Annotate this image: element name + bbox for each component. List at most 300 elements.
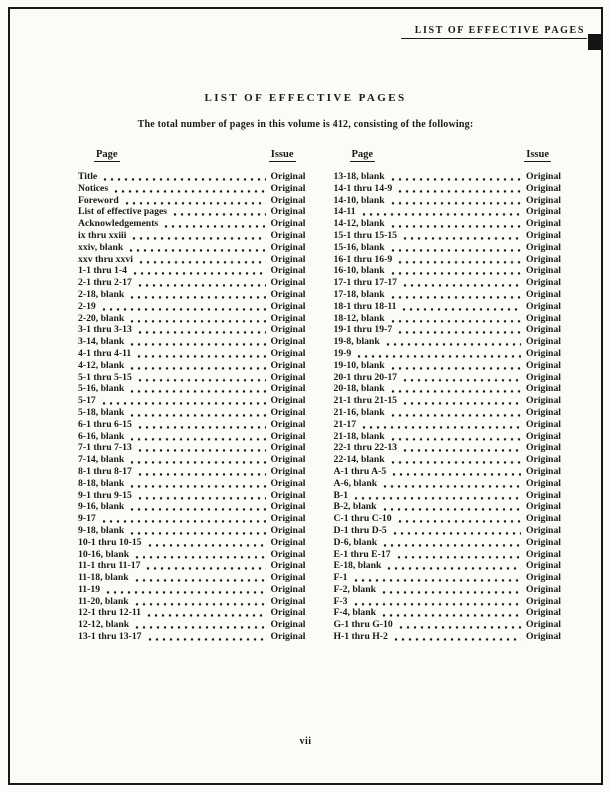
- issue-value: Original: [270, 406, 306, 418]
- page-range: 4-12, blank: [78, 359, 125, 371]
- page-range: 5-16, blank: [78, 383, 125, 395]
- dot-leader: [129, 431, 265, 443]
- issue-value: Original: [270, 288, 306, 300]
- list-item: [78, 596, 306, 608]
- issue-value: Original: [526, 619, 561, 631]
- issue-value: Original: [526, 583, 561, 595]
- issue-value: Original: [526, 347, 561, 359]
- running-header-text: LIST OF EFFECTIVE PAGES: [401, 25, 587, 39]
- dot-leader: [390, 313, 521, 325]
- issue-value: Original: [526, 595, 561, 607]
- dot-leader: [361, 206, 521, 218]
- list-item: [334, 324, 562, 336]
- list-item: [78, 560, 306, 572]
- dot-leader: [136, 348, 265, 360]
- page-title: LIST OF EFFECTIVE PAGES: [204, 92, 407, 104]
- issue-value: Original: [270, 583, 306, 595]
- list-item: [334, 442, 562, 454]
- list-item: [78, 478, 306, 490]
- dot-leader: [397, 324, 521, 336]
- page-border: [8, 7, 603, 785]
- dot-leader: [147, 537, 266, 549]
- page-range: 15-1 thru 15-15: [333, 229, 398, 241]
- issue-value: Original: [270, 442, 306, 454]
- dot-leader: [390, 218, 521, 230]
- page-range: 18-12, blank: [333, 312, 385, 324]
- page-range: F-2, blank: [333, 583, 377, 595]
- list-item: [334, 265, 562, 277]
- issue-value: Original: [526, 312, 561, 324]
- issue-value: Original: [270, 607, 306, 619]
- page-range: 11-20, blank: [78, 595, 129, 607]
- dot-leader: [397, 254, 521, 266]
- list-item: [334, 230, 562, 242]
- dot-leader: [129, 336, 265, 348]
- dot-leader: [138, 254, 266, 266]
- page-range: 9-16, blank: [78, 501, 125, 513]
- list-item: [334, 454, 562, 466]
- dot-leader: [132, 265, 266, 277]
- dot-leader: [390, 360, 521, 372]
- issue-value: Original: [270, 277, 306, 289]
- issue-value: Original: [526, 395, 561, 407]
- issue-value: Original: [270, 548, 306, 560]
- list-item: [78, 242, 306, 254]
- issue-column-header: Issue: [526, 149, 549, 160]
- list-item: [78, 419, 306, 431]
- page-range: 11-19: [78, 583, 101, 595]
- page-range: B-2, blank: [333, 501, 377, 513]
- issue-value: Original: [526, 229, 561, 241]
- issue-value: Original: [270, 524, 306, 536]
- issue-value: Original: [526, 536, 561, 548]
- page-range: 6-16, blank: [78, 430, 125, 442]
- list-item: [78, 607, 306, 619]
- issue-value: Original: [526, 241, 561, 253]
- page-range: 17-18, blank: [333, 288, 385, 300]
- page-range: 19-9: [333, 347, 352, 359]
- issue-value: Original: [270, 229, 306, 241]
- dot-leader: [146, 607, 266, 619]
- dot-leader: [129, 360, 265, 372]
- list-item: [78, 525, 306, 537]
- page-range: 16-10, blank: [333, 265, 385, 277]
- issue-value: Original: [526, 477, 561, 489]
- list-item: [334, 419, 562, 431]
- list-item: [334, 560, 562, 572]
- issue-value: Original: [270, 300, 306, 312]
- issue-value: Original: [270, 383, 306, 395]
- list-item: [334, 242, 562, 254]
- page-column-header: Page: [351, 149, 374, 160]
- page-range: 9-1 thru 9-15: [78, 489, 132, 501]
- issue-value: Original: [270, 418, 306, 430]
- list-item: [78, 537, 306, 549]
- dot-leader: [134, 596, 266, 608]
- page-range: 11-1 thru 11-17: [78, 560, 141, 572]
- page-range: 20-1 thru 20-17: [333, 371, 398, 383]
- issue-value: Original: [270, 560, 306, 572]
- page-range: 14-12, blank: [333, 218, 385, 230]
- issue-value: Original: [526, 194, 561, 206]
- dot-leader: [113, 183, 265, 195]
- dot-leader: [129, 454, 265, 466]
- dot-leader: [137, 442, 266, 454]
- page-range: 8-1 thru 8-17: [78, 465, 132, 477]
- page-range: D-6, blank: [333, 536, 378, 548]
- dot-leader: [402, 372, 521, 384]
- page-range: 8-18, blank: [78, 477, 125, 489]
- list-item: [334, 277, 562, 289]
- issue-value: Original: [270, 465, 306, 477]
- issue-value: Original: [526, 489, 561, 501]
- dot-leader: [401, 301, 521, 313]
- list-item: [78, 265, 306, 277]
- dot-leader: [137, 372, 266, 384]
- list-item: [334, 537, 562, 549]
- dot-leader: [390, 195, 521, 207]
- list-item: [334, 619, 562, 631]
- issue-value: Original: [526, 300, 561, 312]
- page-range: Notices: [78, 182, 109, 194]
- dot-leader: [129, 289, 265, 301]
- dot-leader: [129, 383, 265, 395]
- list-item: [78, 348, 306, 360]
- dot-leader: [129, 525, 265, 537]
- list-item: [78, 466, 306, 478]
- page-range: G-1 thru G-10: [333, 619, 393, 631]
- list-item: [78, 171, 306, 183]
- issue-value: Original: [270, 631, 306, 643]
- issue-value: Original: [526, 371, 561, 383]
- dot-leader: [356, 348, 521, 360]
- dot-leader: [397, 183, 521, 195]
- page-range: List of effective pages: [78, 206, 168, 218]
- list-item: [78, 313, 306, 325]
- issue-value: Original: [526, 442, 561, 454]
- scan-mark: [588, 34, 603, 50]
- list-item: [334, 313, 562, 325]
- page-range: Foreword: [78, 194, 119, 206]
- list-item: [78, 218, 306, 230]
- right-column: [334, 149, 562, 643]
- issue-value: Original: [526, 560, 561, 572]
- page-range: F-3: [333, 595, 348, 607]
- list-item: [78, 513, 306, 525]
- issue-column-header: Issue: [270, 149, 294, 160]
- page-range: 9-18, blank: [78, 524, 125, 536]
- dot-leader: [392, 525, 521, 537]
- page-range: 4-1 thru 4-11: [78, 347, 132, 359]
- list-item: [78, 336, 306, 348]
- list-item: [334, 584, 562, 596]
- list-item: [334, 572, 562, 584]
- list-item: [78, 195, 306, 207]
- list-item: [78, 324, 306, 336]
- page-range: 2-1 thru 2-17: [78, 277, 132, 289]
- page-range: 20-18, blank: [333, 383, 385, 395]
- page-range: B-1: [333, 489, 349, 501]
- issue-value: Original: [270, 265, 306, 277]
- page-range: 21-18, blank: [333, 430, 385, 442]
- dot-leader: [402, 395, 521, 407]
- page-range: xxv thru xxvi: [78, 253, 133, 265]
- list-item: [334, 407, 562, 419]
- list-item: [78, 383, 306, 395]
- dot-leader: [128, 242, 265, 254]
- dot-leader: [390, 383, 521, 395]
- left-column: [78, 149, 306, 643]
- left-column-rows: [78, 171, 306, 643]
- page-range: 19-10, blank: [333, 359, 385, 371]
- page-range: F-4, blank: [333, 607, 377, 619]
- dot-leader: [390, 242, 521, 254]
- dot-leader: [381, 607, 521, 619]
- dot-leader: [137, 490, 266, 502]
- page-range: 17-1 thru 17-17: [333, 277, 398, 289]
- list-item: [78, 407, 306, 419]
- issue-value: Original: [526, 524, 561, 536]
- dot-leader: [402, 277, 521, 289]
- dot-leader: [105, 584, 265, 596]
- issue-value: Original: [270, 171, 306, 182]
- page-range: 13-1 thru 13-17: [78, 631, 142, 643]
- dot-leader: [129, 478, 265, 490]
- list-item: [334, 395, 562, 407]
- page-range: A-6, blank: [333, 477, 378, 489]
- page-range: A-1 thru A-5: [333, 465, 387, 477]
- page-range: Acknowledgements: [78, 218, 159, 230]
- dot-leader: [402, 442, 521, 454]
- page-range: E-18, blank: [333, 560, 382, 572]
- page-range: 5-18, blank: [78, 406, 125, 418]
- dot-leader: [101, 395, 266, 407]
- issue-value: Original: [526, 418, 561, 430]
- issue-value: Original: [526, 182, 561, 194]
- dot-leader: [137, 324, 266, 336]
- dot-leader: [172, 206, 265, 218]
- issue-value: Original: [270, 395, 306, 407]
- list-item: [78, 360, 306, 372]
- right-column-rows: [334, 171, 562, 643]
- list-item: [334, 501, 562, 513]
- issue-value: Original: [270, 359, 306, 371]
- issue-value: Original: [270, 253, 306, 265]
- list-item: [334, 183, 562, 195]
- dot-leader: [398, 619, 521, 631]
- issue-value: Original: [526, 277, 561, 289]
- page-range: 2-19: [78, 300, 96, 312]
- dot-leader: [361, 419, 521, 431]
- issue-value: Original: [526, 324, 561, 336]
- issue-value: Original: [270, 513, 306, 525]
- list-item: [334, 218, 562, 230]
- page-range: 12-1 thru 12-11: [78, 607, 141, 619]
- list-item: [334, 301, 562, 313]
- dot-leader: [137, 419, 266, 431]
- page-range: 11-18, blank: [78, 572, 129, 584]
- issue-value: Original: [526, 430, 561, 442]
- issue-value: Original: [270, 206, 306, 218]
- issue-value: Original: [526, 288, 561, 300]
- list-item: [78, 206, 306, 218]
- list-item: [334, 607, 562, 619]
- dot-leader: [145, 560, 265, 572]
- issue-value: Original: [270, 347, 306, 359]
- page-range: 2-20, blank: [78, 312, 125, 324]
- dot-leader: [393, 631, 521, 643]
- list-item: [334, 206, 562, 218]
- list-item: [78, 572, 306, 584]
- list-item: [78, 442, 306, 454]
- issue-value: Original: [526, 218, 561, 230]
- page-column-header: Page: [96, 149, 118, 160]
- list-item: [78, 584, 306, 596]
- dot-leader: [137, 466, 266, 478]
- issue-value: Original: [270, 454, 306, 466]
- issue-value: Original: [270, 489, 306, 501]
- issue-value: Original: [526, 359, 561, 371]
- intro-text: The total number of pages in this volume is 412, consisting of the following:: [137, 119, 474, 130]
- issue-value: Original: [526, 501, 561, 513]
- page-range: 1-1 thru 1-4: [78, 265, 127, 277]
- list-item: [334, 171, 562, 183]
- list-item: [78, 301, 306, 313]
- list-item: [78, 490, 306, 502]
- page-range: 10-1 thru 10-15: [78, 536, 142, 548]
- page-range: D-1 thru D-5: [333, 524, 387, 536]
- dot-leader: [101, 301, 266, 313]
- page-range: ix thru xxiii: [78, 229, 127, 241]
- list-item: [334, 478, 562, 490]
- issue-value: Original: [270, 536, 306, 548]
- list-item: [78, 454, 306, 466]
- issue-value: Original: [270, 241, 306, 253]
- issue-value: Original: [270, 194, 306, 206]
- list-item: [334, 596, 562, 608]
- page-range: 5-17: [78, 395, 96, 407]
- issue-value: Original: [526, 513, 561, 525]
- issue-value: Original: [270, 336, 306, 348]
- issue-value: Original: [526, 607, 561, 619]
- dot-leader: [134, 572, 266, 584]
- dot-leader: [102, 171, 265, 183]
- dot-leader: [390, 289, 521, 301]
- list-item: [334, 348, 562, 360]
- page-number: vii: [299, 736, 312, 747]
- dot-leader: [353, 572, 522, 584]
- dot-leader: [390, 431, 521, 443]
- dot-leader: [382, 501, 521, 513]
- list-item: [334, 466, 562, 478]
- dot-leader: [402, 230, 521, 242]
- dot-leader: [386, 560, 521, 572]
- list-item: [334, 431, 562, 443]
- list-item: [78, 431, 306, 443]
- page-range: 19-1 thru 19-7: [333, 324, 393, 336]
- issue-value: Original: [526, 406, 561, 418]
- dot-leader: [137, 277, 266, 289]
- list-item: [334, 525, 562, 537]
- list-item: [334, 372, 562, 384]
- page-range: 12-12, blank: [78, 619, 130, 631]
- list-item: [78, 619, 306, 631]
- dot-leader: [396, 549, 521, 561]
- dot-leader: [129, 501, 265, 513]
- issue-value: Original: [526, 171, 561, 182]
- dot-leader: [124, 195, 266, 207]
- list-item: [334, 513, 562, 525]
- page-range: C-1 thru C-10: [333, 513, 392, 525]
- dot-leader: [391, 466, 521, 478]
- list-item: [78, 254, 306, 266]
- page-range: 21-16, blank: [333, 406, 385, 418]
- page-range: 6-1 thru 6-15: [78, 418, 132, 430]
- page-range: 13-18, blank: [333, 171, 385, 182]
- issue-value: Original: [526, 454, 561, 466]
- page-range: 2-18, blank: [78, 288, 125, 300]
- issue-value: Original: [526, 253, 561, 265]
- list-item: [78, 289, 306, 301]
- page-range: 9-17: [78, 513, 96, 525]
- dot-leader: [390, 265, 521, 277]
- page-range: 5-1 thru 5-15: [78, 371, 132, 383]
- running-header: [401, 20, 587, 39]
- dot-leader: [147, 631, 266, 643]
- issue-value: Original: [526, 383, 561, 395]
- issue-value: Original: [270, 477, 306, 489]
- dot-leader: [134, 619, 265, 631]
- page-range: 21-17: [333, 418, 357, 430]
- issue-value: Original: [526, 265, 561, 277]
- page-range: 18-1 thru 18-11: [333, 300, 397, 312]
- page-range: 22-1 thru 22-13: [333, 442, 398, 454]
- page-range: 14-10, blank: [333, 194, 385, 206]
- dot-leader: [385, 336, 521, 348]
- left-column-headers: [78, 149, 306, 162]
- page-range: 16-1 thru 16-9: [333, 253, 393, 265]
- page-range: Title: [78, 171, 98, 182]
- issue-value: Original: [270, 371, 306, 383]
- list-item: [78, 501, 306, 513]
- page-range: 15-16, blank: [333, 241, 385, 253]
- page-range: 21-1 thru 21-15: [333, 395, 398, 407]
- page-range: 19-8, blank: [333, 336, 380, 348]
- issue-value: Original: [270, 595, 306, 607]
- dot-leader: [129, 313, 265, 325]
- issue-value: Original: [270, 572, 306, 584]
- issue-value: Original: [270, 182, 306, 194]
- dot-leader: [390, 171, 521, 183]
- dot-leader: [131, 230, 265, 242]
- issue-value: Original: [526, 336, 561, 348]
- right-column-headers: [334, 149, 562, 162]
- dot-leader: [390, 454, 521, 466]
- list-item: [78, 230, 306, 242]
- list-item: [78, 372, 306, 384]
- issue-value: Original: [270, 619, 306, 631]
- list-item: [78, 183, 306, 195]
- issue-value: Original: [270, 218, 306, 230]
- issue-value: Original: [526, 548, 561, 560]
- list-item: [334, 549, 562, 561]
- page-range: H-1 thru H-2: [333, 631, 388, 643]
- page-range: 7-14, blank: [78, 454, 125, 466]
- dot-leader: [163, 218, 265, 230]
- dot-leader: [382, 537, 521, 549]
- list-item: [334, 490, 562, 502]
- list-item: [334, 289, 562, 301]
